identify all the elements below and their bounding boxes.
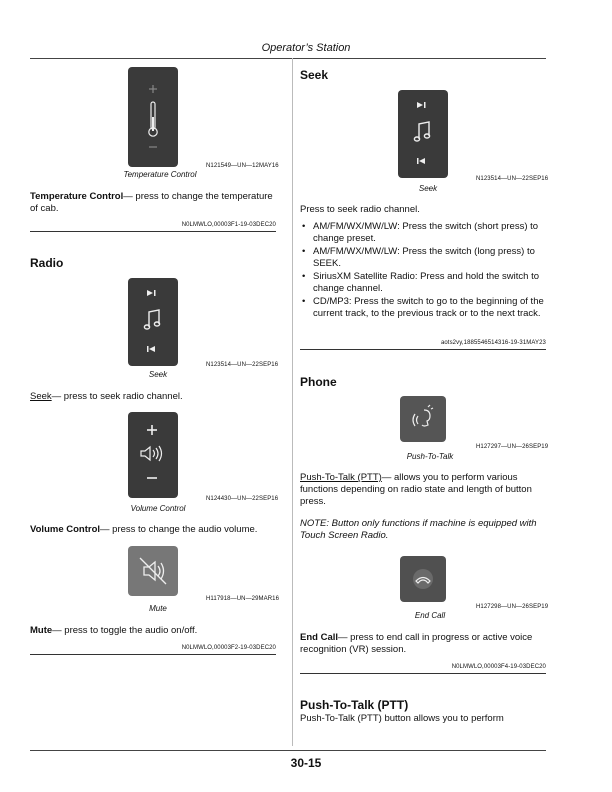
header-rule xyxy=(30,58,546,59)
speaker-icon xyxy=(141,446,162,461)
ptt-intro: Push-To-Talk (PTT) button allows you to perform xyxy=(300,713,504,724)
voice-icon xyxy=(400,396,446,442)
list-item: • AM/FM/WX/MW/LW: Press the switch (short press) to change preset. xyxy=(300,221,548,244)
seek-image-right xyxy=(398,90,448,178)
seek-bullet-list xyxy=(300,221,548,321)
ptt-heading: Push-To-Talk (PTT) xyxy=(300,698,409,712)
seek-image-left xyxy=(128,278,178,366)
music-note-icon xyxy=(144,310,159,329)
note-label: NOTE: xyxy=(300,518,330,529)
footer-rule xyxy=(30,750,546,751)
ptt-link-term[interactable]: Push-To-Talk (PTT) xyxy=(300,472,382,483)
ptt-figure-ref: H127297—UN—26SEP19 xyxy=(476,444,549,450)
mute-image xyxy=(128,546,178,596)
temperature-figure-ref: N121549—UN—12MAY16 xyxy=(206,163,279,169)
previous-track-icon xyxy=(147,346,155,352)
mute-desc-text: — press to toggle the audio on/off. xyxy=(52,625,198,636)
end-call-image xyxy=(400,556,446,602)
mute-figure-ref: H117918—UN—29MAR16 xyxy=(206,596,280,602)
note-text: Button only functions if machine is equipped with Touch Screen Radio. xyxy=(300,518,537,541)
mute-speaker-icon xyxy=(128,546,178,596)
ptt-caption: Push-To-Talk xyxy=(406,452,454,461)
ptt-desc-text: — allows you to perform various functions depending on radio state and length of button press. xyxy=(300,472,532,507)
list-item: • SiriusXM Satellite Radio: Press and hold the switch to change channel. xyxy=(300,271,548,294)
seek-description-left xyxy=(30,391,280,403)
end-call-code: N0LMWLO,00003F4-19-03DEC20 xyxy=(451,664,546,670)
seek-caption-left: Seek xyxy=(148,370,168,379)
temperature-desc-text: — press to change the temperature of cab. xyxy=(30,191,273,214)
section-rule xyxy=(300,349,546,350)
temperature-caption: Temperature Control xyxy=(123,170,197,179)
radio-heading: Radio xyxy=(30,256,64,270)
seek-intro: Press to seek radio channel. xyxy=(300,204,420,215)
seek-caption-right: Seek xyxy=(418,184,438,193)
end-call-icon xyxy=(400,556,446,602)
push-to-talk-image xyxy=(400,396,446,442)
seek-figure-ref-right: N123514—UN—22SEP16 xyxy=(476,176,549,182)
list-item: • CD/MP3: Press the switch to go to the beginning of the current track, to the previous track or to the next track. xyxy=(300,296,548,319)
end-call-term: End Call xyxy=(300,632,339,643)
volume-description xyxy=(30,524,290,536)
end-call-description xyxy=(300,632,550,656)
mute-caption: Mute xyxy=(149,604,167,613)
volume-figure-ref: N124430—UN—22SEP16 xyxy=(206,496,279,502)
temperature-description xyxy=(30,191,280,215)
page-header: Operator’s Station xyxy=(261,42,351,54)
previous-track-icon xyxy=(417,158,425,164)
mute-description xyxy=(30,625,280,637)
end-call-caption: End Call xyxy=(414,611,446,620)
phone-heading: Phone xyxy=(300,375,337,389)
temperature-control-image xyxy=(128,67,178,167)
temperature-term: Temperature Control xyxy=(30,191,124,202)
seek-code: aots2vy,1885546514316-19-31MAY23 xyxy=(440,340,546,346)
volume-caption: Volume Control xyxy=(130,504,186,513)
seek-desc-text: — press to seek radio channel. xyxy=(51,391,183,402)
volume-control-image xyxy=(128,412,178,498)
volume-term: Volume Control xyxy=(30,524,101,535)
page-number: 30-15 xyxy=(290,756,322,770)
seek-figure-ref-left: N123514—UN—22SEP16 xyxy=(206,362,279,368)
next-track-icon xyxy=(417,102,426,108)
ptt-description xyxy=(300,472,548,508)
next-track-icon xyxy=(147,290,156,296)
section-rule xyxy=(30,231,276,232)
end-call-desc-text: — press to end call in progress or active voice recognition (VR) session. xyxy=(300,632,533,655)
plus-icon xyxy=(147,425,157,435)
mute-term: Mute xyxy=(30,625,53,636)
temperature-code: N0LMWLO,00003F1-19-03DEC20 xyxy=(181,222,276,228)
section-rule xyxy=(30,654,276,655)
column-divider xyxy=(292,58,293,746)
seek-link-term[interactable]: Seek xyxy=(30,391,52,402)
list-item: • AM/FM/WX/MW/LW: Press the switch (long press) to SEEK. xyxy=(300,246,548,269)
note xyxy=(300,518,548,542)
volume-desc-text: — press to change the audio volume. xyxy=(100,524,258,535)
music-note-icon xyxy=(414,122,429,141)
section-rule xyxy=(300,673,546,674)
end-call-figure-ref: H127298—UN—26SEP19 xyxy=(476,604,549,610)
mute-code: N0LMWLO,00003F2-19-03DEC20 xyxy=(181,645,276,651)
seek-heading: Seek xyxy=(300,68,329,82)
thermometer-icon xyxy=(128,67,178,167)
